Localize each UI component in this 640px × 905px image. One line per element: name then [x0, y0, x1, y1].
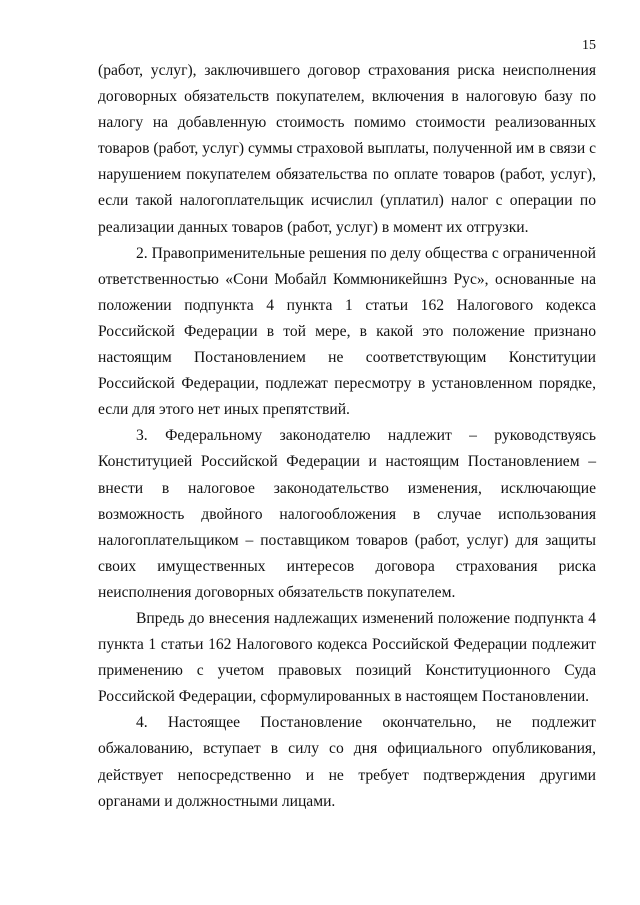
page-number: 15	[582, 38, 596, 53]
paragraph-interim-provision: Впредь до внесения надлежащих изменений положение подпункта 4 пункта 1 статьи 162 Налогового кодекса Российской Федерации подлежит применению с учетом правовых позиций Конституционного Суда Российской Федерации, сформулированных в настоящем Постановлении.	[98, 609, 596, 706]
paragraph-item-3: 3. Федеральному законодателю надлежит – руководствуясь Конституцией Российской Федерации и настоящим Постановлением – внести в налоговое законодательство изменения, исключающие возможность двойного налогообложения в случае использования налогоплательщиком – поставщиком товаров (работ, услуг) для защиты своих имущественных интересов договора страхования риска неисполнения договорных обязательств покупателем.	[98, 427, 596, 601]
paragraph-continuation: (работ, услуг), заключившего договор страхования риска неисполнения договорных обязательств покупателем, включения в налоговую базу по налогу на добавленную стоимость помимо стоимости реализованных товаров (работ, услуг) суммы страховой выплаты, полученной им в связи с нарушением покупателем обязательства по оплате товаров (работ, услуг), если такой налогоплательщик исчислил (уплатил) налог с операции по реализации данных товаров (работ, услуг) в момент их отгрузки.	[98, 62, 596, 236]
document-body	[98, 58, 596, 815]
paragraph-item-4: 4. Настоящее Постановление окончательно, не подлежит обжалованию, вступает в силу со дня официального опубликования, действует непосредственно и не требует подтверждения другими органами и должностными лицами.	[98, 714, 596, 810]
paragraph-item-2: 2. Правоприменительные решения по делу общества с ограниченной ответственностью «Сони Мобайл Коммюникейшнз Рус», основанные на положении подпункта 4 пункта 1 статьи 162 Налогового кодекса Российской Федерации в той мере, в какой это положение признано настоящим Постановлением не соответствующим Конституции Российской Федерации, подлежат пересмотру в установленном порядке, если для этого нет иных препятствий.	[98, 244, 596, 419]
